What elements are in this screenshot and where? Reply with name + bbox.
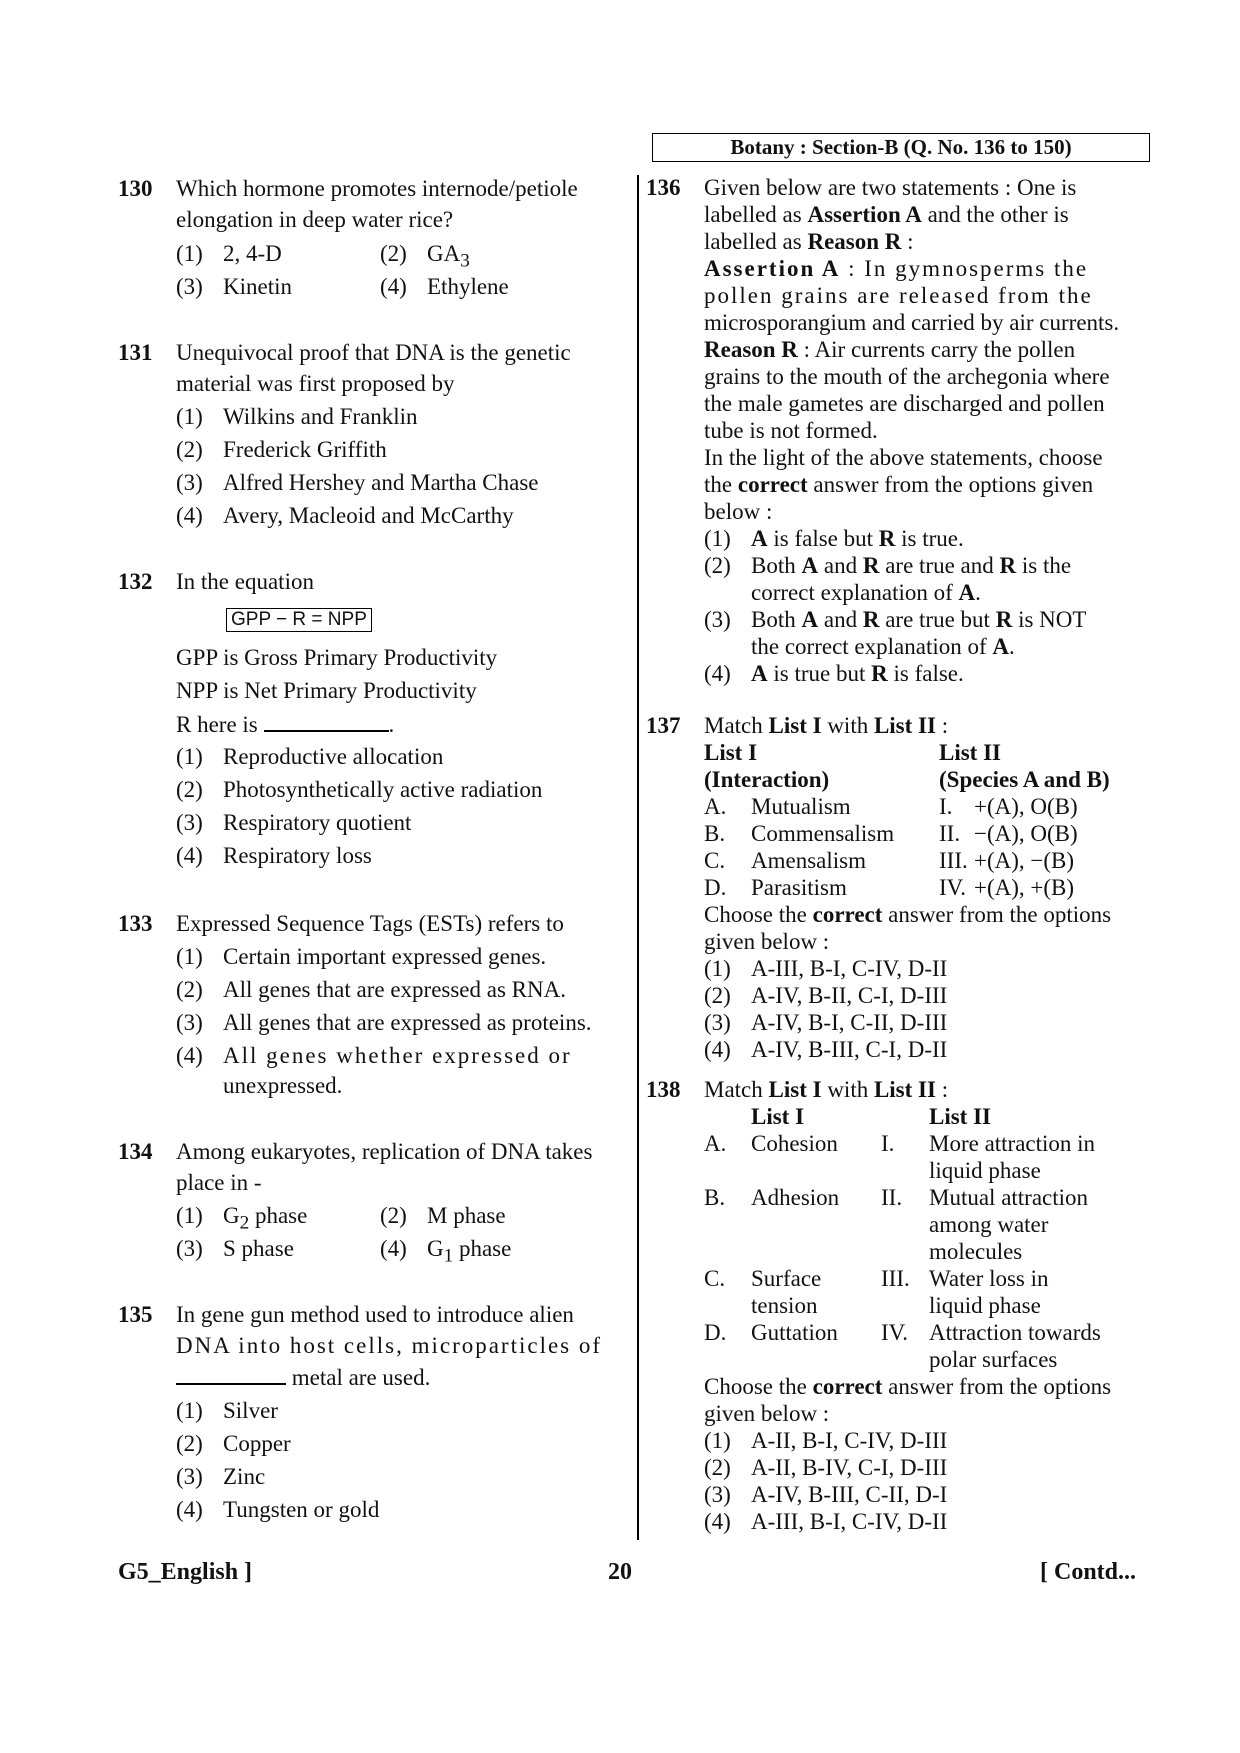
question-number: 136 (646, 175, 681, 200)
list-roman: III. (939, 848, 968, 873)
option-text: Wilkins and Franklin (223, 404, 418, 429)
question-text: In the light of the above statements, choose (704, 445, 1103, 470)
option-number: (4) (380, 274, 407, 299)
list-letter: D. (704, 1320, 727, 1345)
assertion-text: pollen grains are released from the (704, 283, 1093, 308)
option-number: (4) (704, 1509, 731, 1534)
list-roman: II. (881, 1185, 903, 1210)
list-letter: A. (704, 1131, 727, 1156)
option-text: $G_2$ phase (223, 1203, 308, 1234)
list-item: Surface (751, 1266, 822, 1291)
question-text: Choose the correct answer from the options (704, 1374, 1112, 1399)
option-number: (4) (176, 843, 203, 868)
option-text: Silver (223, 1398, 278, 1423)
option-number: (3) (176, 1464, 203, 1489)
list-roman: I. (881, 1131, 895, 1156)
option-number: (2) (380, 241, 407, 266)
list-item: Water loss in (929, 1266, 1049, 1291)
option-text: Both A and R are true and R is the (751, 553, 1072, 578)
question-text: metal are used. (176, 1363, 430, 1392)
option-text: the correct explanation of A. (751, 634, 1015, 659)
list-item: Mutualism (751, 794, 851, 819)
list-item: Cohesion (751, 1131, 838, 1156)
option-text: unexpressed. (223, 1073, 343, 1098)
answer-blank (176, 1363, 286, 1385)
question-text: Choose the correct answer from the options (704, 902, 1112, 927)
option-text: A-II, B-I, C-IV, D-III (751, 1428, 948, 1453)
list-item: Amensalism (751, 848, 866, 873)
list1-title: List I (751, 1104, 805, 1129)
list-item: liquid phase (929, 1158, 1041, 1183)
option-text: A-IV, B-III, C-II, D-I (751, 1482, 948, 1507)
question-text: labelled as Assertion A and the other is (704, 202, 1069, 227)
option-text: A-IV, B-II, C-I, D-III (751, 983, 948, 1008)
list-item: among water (929, 1212, 1049, 1237)
question-text: R here is . (176, 712, 395, 737)
list-item: More attraction in (929, 1131, 1096, 1156)
question-text: Expressed Sequence Tags (ESTs) refers to (176, 911, 564, 936)
option-text: A is false but R is true. (751, 526, 964, 551)
option-number: (2) (176, 777, 203, 802)
question-text: material was first proposed by (176, 371, 455, 396)
option-text: All genes whether expressed or (223, 1043, 572, 1068)
option-text: Both A and R are true but R is NOT (751, 607, 1087, 632)
list-roman: IV. (881, 1320, 909, 1345)
list-item: Adhesion (751, 1185, 840, 1210)
question-text: Which hormone promotes internode/petiole (176, 176, 578, 201)
option-number: (1) (176, 1203, 203, 1228)
footer-left: G5_English ] (118, 1559, 253, 1585)
assertion-text: microsporangium and carried by air currents. (704, 310, 1120, 335)
option-number: (3) (176, 810, 203, 835)
option-number: (1) (704, 526, 731, 551)
option-text: Kinetin (223, 274, 292, 299)
column-divider (637, 175, 639, 1540)
list-item: molecules (929, 1239, 1023, 1264)
option-number: (1) (704, 1428, 731, 1453)
option-text: Tungsten or gold (223, 1497, 380, 1522)
option-number: (3) (176, 470, 203, 495)
option-text: A-IV, B-III, C-I, D-II (751, 1037, 948, 1062)
option-number: (4) (176, 1043, 203, 1068)
option-number: (3) (704, 1482, 731, 1507)
list-item: Attraction towards (929, 1320, 1101, 1345)
list-roman: IV. (939, 875, 967, 900)
option-text: All genes that are expressed as proteins. (223, 1010, 592, 1035)
list-item: tension (751, 1293, 818, 1318)
question-number: 133 (118, 911, 153, 936)
option-number: (4) (704, 661, 731, 686)
option-number: (1) (176, 1398, 203, 1423)
option-text: Avery, Macleoid and McCarthy (223, 503, 514, 528)
option-number: (4) (380, 1236, 407, 1261)
question-text: Match List I with List II : (704, 713, 949, 738)
option-text: M phase (427, 1203, 506, 1228)
option-text: All genes that are expressed as RNA. (223, 977, 566, 1002)
question-text: place in - (176, 1170, 262, 1195)
option-text: Zinc (223, 1464, 266, 1489)
option-number: (1) (176, 744, 203, 769)
list-roman: II. (939, 821, 961, 846)
question-text: given below : (704, 929, 830, 954)
list-item: Parasitism (751, 875, 847, 900)
question-number: 135 (118, 1302, 153, 1327)
option-text: Copper (223, 1431, 291, 1456)
option-text: Frederick Griffith (223, 437, 387, 462)
option-number: (3) (704, 607, 731, 632)
option-text: correct explanation of A. (751, 580, 981, 605)
question-text: NPP is Net Primary Productivity (176, 678, 477, 703)
option-text: Ethylene (427, 274, 509, 299)
list-letter: A. (704, 794, 727, 819)
reason-text: grains to the mouth of the archegonia where (704, 364, 1110, 389)
list-item: liquid phase (929, 1293, 1041, 1318)
option-number: (2) (176, 437, 203, 462)
option-text: Respiratory loss (223, 843, 372, 868)
list-item: Guttation (751, 1320, 838, 1345)
option-number: (1) (176, 404, 203, 429)
question-text: elongation in deep water rice? (176, 207, 454, 232)
option-text: A-III, B-I, C-IV, D-II (751, 956, 948, 981)
option-text: S phase (223, 1236, 294, 1261)
option-number: (2) (176, 977, 203, 1002)
equation-box: GPP − R = NPP (226, 608, 372, 632)
option-number: (3) (176, 1236, 203, 1261)
list-item: Mutual attraction (929, 1185, 1089, 1210)
question-text: given below : (704, 1401, 830, 1426)
assertion-text: Assertion A : In gymnosperms the (704, 256, 1089, 281)
question-text: In the equation (176, 569, 314, 594)
option-number: (3) (176, 1010, 203, 1035)
list-letter: C. (704, 848, 726, 873)
list-letter: B. (704, 1185, 726, 1210)
question-text: GPP is Gross Primary Productivity (176, 645, 498, 670)
question-text: DNA into host cells, microparticles of (176, 1333, 603, 1358)
option-number: (3) (704, 1010, 731, 1035)
list-item: polar surfaces (929, 1347, 1058, 1372)
option-text: Reproductive allocation (223, 744, 444, 769)
question-number: 134 (118, 1139, 153, 1164)
question-text: the correct answer from the options given (704, 472, 1094, 497)
list2-title: List II (939, 740, 1001, 765)
reason-text: the male gametes are discharged and pollen (704, 391, 1105, 416)
question-text: Match List I with List II : (704, 1077, 949, 1102)
question-text: labelled as Reason R : (704, 229, 914, 254)
option-number: (1) (704, 956, 731, 981)
list2-title: List II (929, 1104, 991, 1129)
option-text: Certain important expressed genes. (223, 944, 547, 969)
reason-text: Reason R : Air currents carry the pollen (704, 337, 1076, 362)
question-text: Given below are two statements : One is (704, 175, 1077, 200)
list-item: −(A), O(B) (974, 821, 1078, 846)
page-number: 20 (608, 1559, 632, 1585)
reason-text: tube is not formed. (704, 418, 878, 443)
list-roman: III. (881, 1266, 910, 1291)
answer-blank (264, 710, 389, 732)
option-text: $G_1$ phase (427, 1236, 512, 1267)
list-item: +(A), +(B) (974, 875, 1075, 900)
option-number: (4) (176, 503, 203, 528)
question-text: In gene gun method used to introduce alien (176, 1302, 574, 1327)
question-number: 137 (646, 713, 681, 738)
option-number: (2) (704, 983, 731, 1008)
list-letter: D. (704, 875, 727, 900)
list-letter: C. (704, 1266, 726, 1291)
option-text: A-III, B-I, C-IV, D-II (751, 1509, 948, 1534)
question-text: Among eukaryotes, replication of DNA takes (176, 1139, 593, 1164)
list-item: +(A), O(B) (974, 794, 1078, 819)
option-number: (2) (380, 1203, 407, 1228)
option-number: (2) (704, 1455, 731, 1480)
option-number: (3) (176, 274, 203, 299)
section-header: Botany : Section-B (Q. No. 136 to 150) (652, 133, 1150, 162)
option-text: A is true but R is false. (751, 661, 964, 686)
option-text: A-IV, B-I, C-II, D-III (751, 1010, 948, 1035)
option-number: (2) (176, 1431, 203, 1456)
footer-right: [ Contd... (1040, 1559, 1137, 1585)
list2-subtitle: (Species A and B) (939, 767, 1110, 792)
option-text: Alfred Hershey and Martha Chase (223, 470, 539, 495)
list-item: +(A), −(B) (974, 848, 1075, 873)
option-number: (1) (176, 241, 203, 266)
list1-subtitle: (Interaction) (704, 767, 830, 792)
option-text: Photosynthetically active radiation (223, 777, 543, 802)
option-text: A-II, B-IV, C-I, D-III (751, 1455, 948, 1480)
question-number: 138 (646, 1077, 681, 1102)
list-item: Commensalism (751, 821, 895, 846)
option-number: (2) (704, 553, 731, 578)
option-text: Respiratory quotient (223, 810, 412, 835)
list-roman: I. (939, 794, 953, 819)
option-number: (4) (704, 1037, 731, 1062)
question-text: Unequivocal proof that DNA is the genetic (176, 340, 571, 365)
option-number: (4) (176, 1497, 203, 1522)
list-letter: B. (704, 821, 726, 846)
option-number: (1) (176, 944, 203, 969)
question-number: 132 (118, 569, 153, 594)
question-number: 130 (118, 176, 153, 201)
question-number: 131 (118, 340, 153, 365)
option-text: 2, 4-D (223, 241, 282, 266)
question-text: below : (704, 499, 773, 524)
list1-title: List I (704, 740, 758, 765)
option-text: $GA_3$ (427, 241, 470, 272)
